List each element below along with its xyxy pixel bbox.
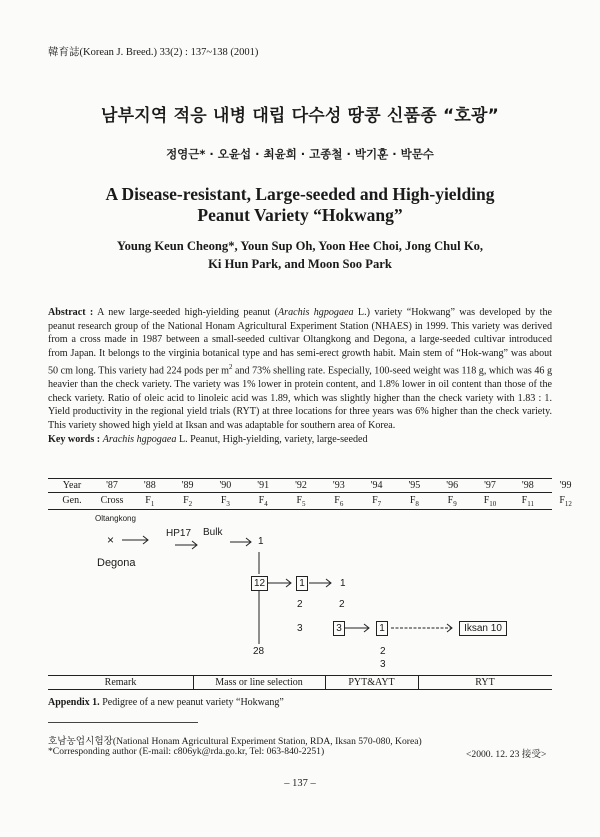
keywords-label: Key words : — [48, 434, 101, 445]
keywords-text: L. Peanut, High-yielding, variety, large-seeded — [176, 434, 368, 445]
box-1b: 1 — [376, 621, 388, 636]
gen-label: Gen. — [62, 495, 82, 506]
year-cell: '93 — [332, 480, 345, 491]
generation-cell: $F_7$ — [372, 495, 382, 508]
arrow-1a-1b — [309, 579, 331, 587]
year-cell: '99 — [559, 480, 572, 491]
year-cell: '94 — [370, 480, 383, 491]
arrow-bulk-1 — [230, 538, 251, 546]
year-cell: '87 — [106, 480, 118, 491]
parent-degona: Degona — [97, 557, 136, 569]
year-cell: '88 — [143, 480, 156, 491]
arrow-12-1a — [268, 579, 291, 587]
footnote-corresponding: *Corresponding author (E-mail: c806yk@rda.go.kr, Tel: 063-840-2251) — [48, 746, 325, 757]
journal-citation: 韓育誌(Korean J. Breed.) 33(2) : 137~138 (2001) — [48, 47, 259, 58]
caption-text: Pedigree of a new peanut variety “Hokwang” — [99, 697, 284, 708]
generation-cell: $F_9$ — [447, 495, 457, 508]
arrow-3-1b — [345, 624, 369, 632]
generation-cell: $F_{12}$ — [559, 495, 572, 508]
generation-cell: $F_{11}$ — [521, 495, 534, 508]
generation-cell: $F_2$ — [183, 495, 193, 508]
line-count-28: 28 — [253, 646, 265, 657]
year-label: Year — [62, 480, 82, 491]
figure-caption — [48, 697, 284, 708]
korean-authors: 정영근* · 오윤섭 · 최윤희 · 고종철 · 박기훈 · 박문수 — [166, 147, 434, 161]
abstract-text-2: L.) variety “Hokwang” was developed by the peanut research group of the National Honam Agricultural Experiment Station (NHAES) in 1999. This variety was derived from a cross made in 1987 between a small-seeded cultivar Oltangkong and Degona, a large-seeded cultivar introduced from Japan. It belongs to the virginia botanical type and has semi-erect growth habit. Main stem of “Hok-wang” was about 50 cm long. This variety had 224 pods per m — [48, 307, 552, 377]
english-authors-line1: Young Keun Cheong*, Youn Sup Oh, Yoon Hee Choi, Jong Chul Ko, — [116, 239, 484, 253]
generation-cell: $F_1$ — [145, 495, 155, 508]
box-1a: 1 — [296, 576, 308, 591]
year-cell: '96 — [446, 480, 459, 491]
year-cell: '95 — [408, 480, 421, 491]
footer-selection: Mass or line selection — [215, 677, 303, 688]
year-cell: '98 — [521, 480, 534, 491]
selection-hp17: HP17 — [166, 528, 192, 539]
korean-title: 남부지역 적응 내병 대립 다수성 땅콩 신품종 “호광” — [100, 106, 499, 126]
line-count-3a: 3 — [297, 623, 303, 634]
line-count-2c: 2 — [380, 646, 386, 657]
caption-label: Appendix 1. — [48, 697, 100, 708]
year-cell: '89 — [181, 480, 194, 491]
footnote-rule — [48, 722, 198, 723]
generation-cell: $F_3$ — [220, 495, 230, 508]
line-count-2a: 2 — [297, 599, 303, 610]
abstract-species: Arachis hgpogaea — [277, 307, 354, 318]
page-number: – 137 – — [284, 778, 316, 789]
english-authors-line2: Ki Hun Park, and Moon Soo Park — [208, 257, 392, 271]
abstract-text-1: A new large-seeded high-yielding peanut ( — [93, 307, 278, 318]
footer-pyt-ayt: PYT&AYT — [348, 677, 395, 688]
generation-cell: $F_8$ — [409, 495, 419, 508]
footnote-affiliation: 호남농업시험장(National Honam Agricultural Experiment Station, RDA, Iksan 570-080, Korea) — [48, 736, 422, 747]
english-title-line2: Peanut Variety “Hokwang” — [197, 205, 403, 225]
received-date: <2000. 12. 23 接受> — [466, 749, 547, 760]
english-title-line1: A Disease-resistant, Large-seeded and High-yielding — [105, 184, 495, 204]
generation-cell: $F_4$ — [258, 495, 268, 508]
box-iksan-10: Iksan 10 — [459, 621, 507, 636]
generation-cell: Cross — [100, 495, 124, 506]
cross-symbol: × — [107, 533, 115, 547]
abstract-label: Abstract : — [48, 307, 94, 318]
abstract-text-3: and 73% shelling rate. Especially, 100-seed weight was 118 g, which was 46 g heavier than the check variety. The variety was 1% lower in protein content, and 1.8% lower in oil content than those of the check variety. Ratio of oleic acid to linoleic acid was 1.89, which was slightly higher than the check variety with 1.83 : 1. Yield productivity in the regional yield trials (RYT) at three locations for three years was 6% higher than the check variety. This variety showed high yield at Iksan and was adaptable for southern area of Korea. — [48, 365, 552, 431]
year-cell: '97 — [484, 480, 496, 491]
box-3: 3 — [333, 621, 345, 636]
year-cell: '92 — [295, 480, 307, 491]
generation-cell: $F_5$ — [296, 495, 306, 508]
generation-cell: $F_{10}$ — [483, 495, 497, 508]
line-count-2b: 2 — [339, 599, 345, 610]
box-12: 12 — [251, 576, 268, 591]
arrow-cross-hp17 — [122, 536, 148, 544]
abstract-superscript: 2 — [229, 362, 233, 371]
line-count-3b: 3 — [380, 659, 386, 670]
parent-oltangkong: Oltangkong — [95, 514, 136, 523]
year-cell: '91 — [257, 480, 270, 491]
year-cell: '90 — [219, 480, 232, 491]
selection-bulk: Bulk — [203, 527, 223, 538]
line-count-1b: 1 — [340, 578, 346, 589]
line-count-1: 1 — [258, 536, 264, 547]
arrow-hp17-bulk — [175, 541, 197, 549]
footer-ryt: RYT — [475, 677, 495, 688]
footer-remark: Remark — [104, 677, 137, 688]
keywords-species: Arachis hgpogaea — [102, 434, 177, 445]
generation-cell: $F_6$ — [334, 495, 344, 508]
